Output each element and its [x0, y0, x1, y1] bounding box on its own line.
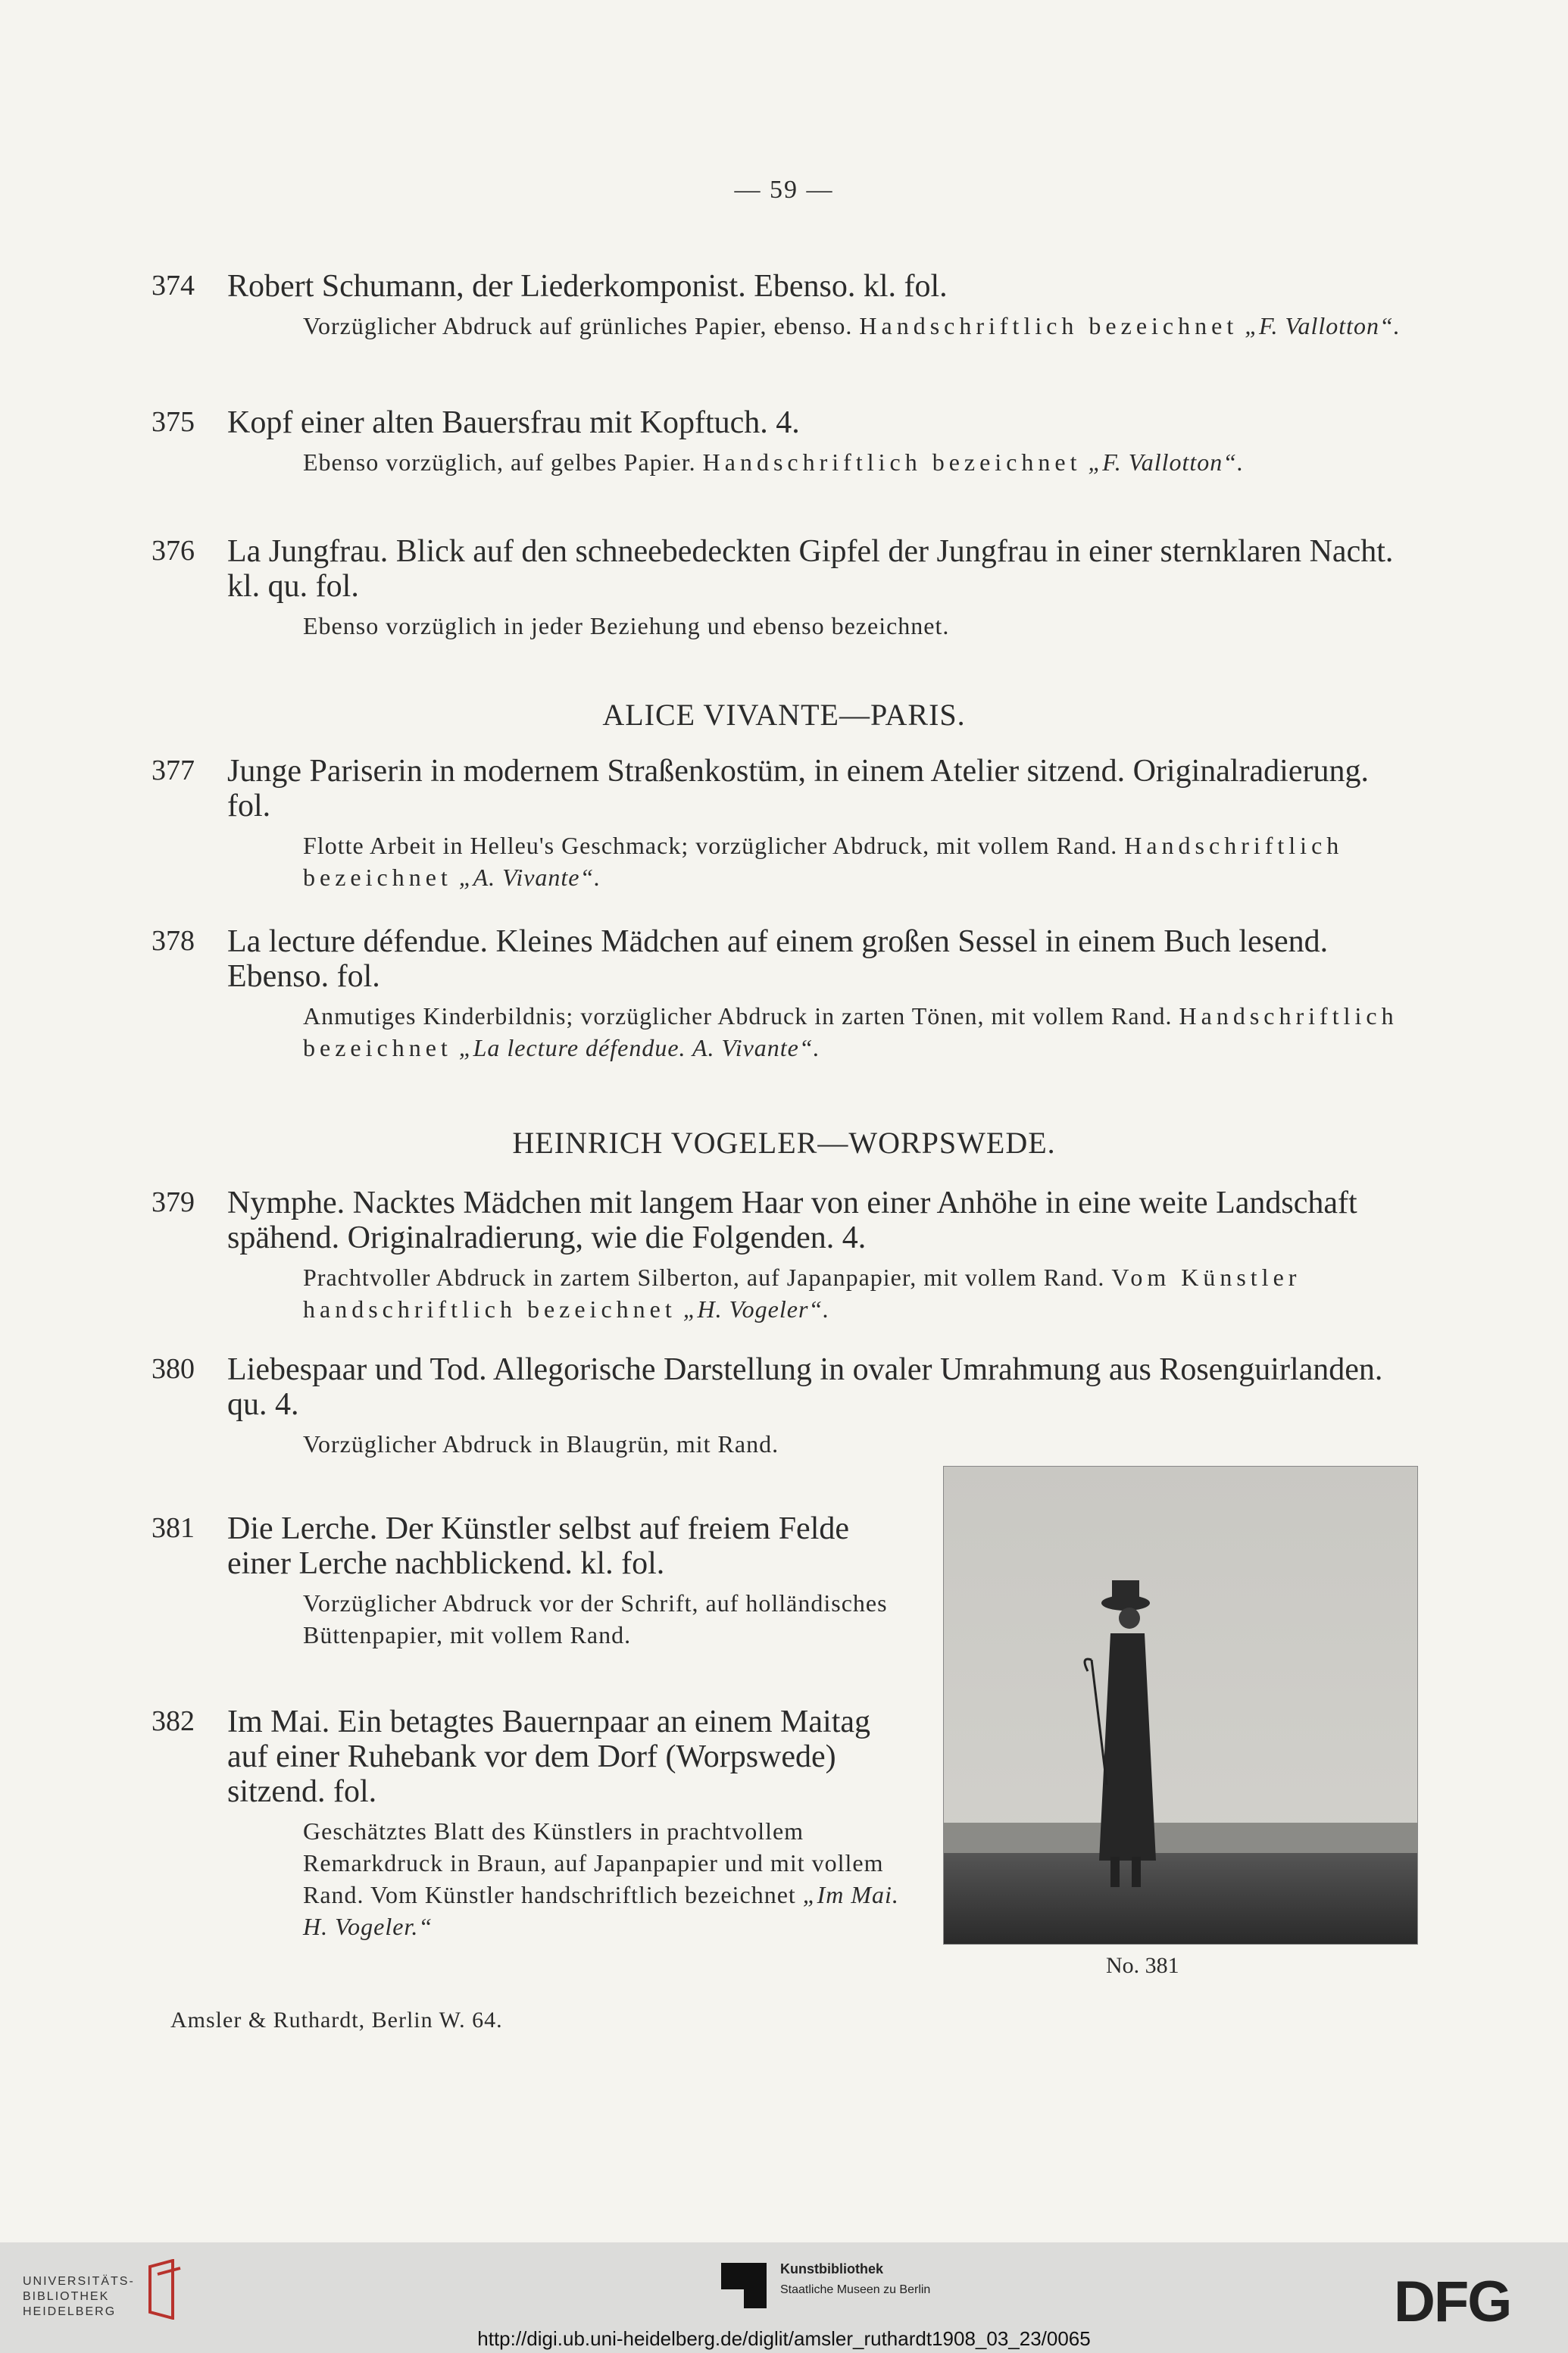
- lot-description: Vorzüglicher Abdruck auf grünliches Papier, ebenso. Handschriftlich bezeichnet „F. Vallotton“.: [303, 312, 1401, 339]
- university-logo-icon: [142, 2259, 188, 2320]
- lot-description: Ebenso vorzüglich, auf gelbes Papier. Handschriftlich bezeichnet „F. Vallotton“.: [303, 448, 1245, 476]
- figure-caption: No. 381: [1106, 1953, 1179, 1978]
- lot-description: Flotte Arbeit in Helleu's Geschmack; vorzüglicher Abdruck, mit vollem Rand. Handschriftlich bezeichnet „A. Vivante“.: [303, 832, 1344, 891]
- kunstbibliothek-logo-icon: [717, 2259, 770, 2312]
- lot-title: Kopf einer alten Bauersfrau mit Kopftuch. 4.: [227, 405, 800, 440]
- lot-number: 379: [151, 1186, 195, 1218]
- catalog-entry: [151, 405, 1409, 478]
- publisher-line: Amsler & Ruthardt, Berlin W. 64.: [170, 2008, 503, 2033]
- catalog-entry: [151, 1352, 1409, 1460]
- lot-number: 382: [151, 1705, 195, 1737]
- catalog-entry: [151, 754, 1409, 893]
- lot-description: Anmutiges Kinderbildnis; vorzüglicher Abdruck in zarten Tönen, mit vollem Rand. Handschriftlich bezeichnet „La lecture défendue. A. Vivante“.: [303, 1002, 1398, 1061]
- digitization-footer: [0, 2242, 1568, 2353]
- lot-number: 378: [151, 925, 195, 957]
- etching-illustration: [943, 1466, 1418, 1945]
- lot-number: 381: [151, 1512, 195, 1544]
- lot-description: Vorzüglicher Abdruck in Blaugrün, mit Rand.: [303, 1430, 779, 1458]
- lot-description: Geschätztes Blatt des Künstlers in prachtvollem Remarkdruck in Braun, auf Japanpapier und mit vollem Rand. Vom Künstler handschriftlich bezeichnet „Im Mai. H. Vogeler.“: [303, 1817, 899, 1940]
- source-url[interactable]: http://digi.ub.uni-heidelberg.de/diglit/amsler_ruthardt1908_03_23/0065: [477, 2327, 1091, 2350]
- catalog-entry: [151, 1511, 917, 1651]
- dfg-logo: DFG: [1394, 2270, 1511, 2334]
- lot-title: Nymphe. Nacktes Mädchen mit langem Haar von einer Anhöhe in eine weite Landschaft spähend. Originalradierung, wie die Folgenden. 4.: [227, 1186, 1357, 1255]
- catalog-entry: [151, 269, 1409, 342]
- catalog-entry: [151, 1186, 1409, 1325]
- lot-number: 374: [151, 270, 195, 302]
- lot-title: Die Lerche. Der Künstler selbst auf freiem Felde einer Lerche nachblickend. kl. fol.: [227, 1511, 850, 1581]
- lot-description: Ebenso vorzüglich in jeder Beziehung und ebenso bezeichnet.: [303, 612, 950, 639]
- lot-number: 376: [151, 535, 195, 567]
- lot-description: Vorzüglicher Abdruck vor der Schrift, auf holländisches Büttenpapier, mit vollem Rand.: [303, 1589, 888, 1648]
- page-number: — 59 —: [734, 176, 834, 204]
- catalog-entry: [151, 1705, 917, 1942]
- lot-description: Prachtvoller Abdruck in zartem Silberton, auf Japanpapier, mit vollem Rand. Vom Künstler handschriftlich bezeichnet „H. Vogeler“.: [303, 1264, 1301, 1323]
- lot-title: La lecture défendue. Kleines Mädchen auf einem großen Sessel in einem Buch lesend. Ebenso. fol.: [227, 924, 1329, 994]
- section-heading: HEINRICH VOGELER—WORPSWEDE.: [512, 1126, 1056, 1160]
- catalog-entry: [151, 534, 1409, 642]
- lot-number: 380: [151, 1353, 195, 1385]
- university-library-name: UNIVERSITÄTS- BIBLIOTHEK HEIDELBERG: [23, 2275, 135, 2318]
- artist-figure: [944, 1467, 1417, 1944]
- lot-title: Liebespaar und Tod. Allegorische Darstellung in ovaler Umrahmung aus Rosenguirlanden. qu. 4.: [227, 1352, 1383, 1422]
- lot-number: 377: [151, 755, 195, 786]
- lot-number: 375: [151, 406, 195, 438]
- lot-title: Im Mai. Ein betagtes Bauernpaar an einem Maitag auf einer Ruhebank vor dem Dorf (Worpswede) sitzend. fol.: [227, 1705, 871, 1809]
- lot-title: Robert Schumann, der Liederkomponist. Ebenso. kl. fol.: [227, 269, 948, 304]
- catalog-entry: [151, 924, 1409, 1064]
- lot-title: Junge Pariserin in modernem Straßenkostüm, in einem Atelier sitzend. Originalradierung. fol.: [227, 754, 1369, 823]
- section-heading: ALICE VIVANTE—PARIS.: [602, 698, 966, 732]
- kunstbibliothek-label: Kunstbibliothek Staatliche Museen zu Berlin: [780, 2261, 931, 2296]
- lot-title: La Jungfrau. Blick auf den schneebedeckten Gipfel der Jungfrau in einer sternklaren Nacht. kl. qu. fol.: [227, 534, 1394, 604]
